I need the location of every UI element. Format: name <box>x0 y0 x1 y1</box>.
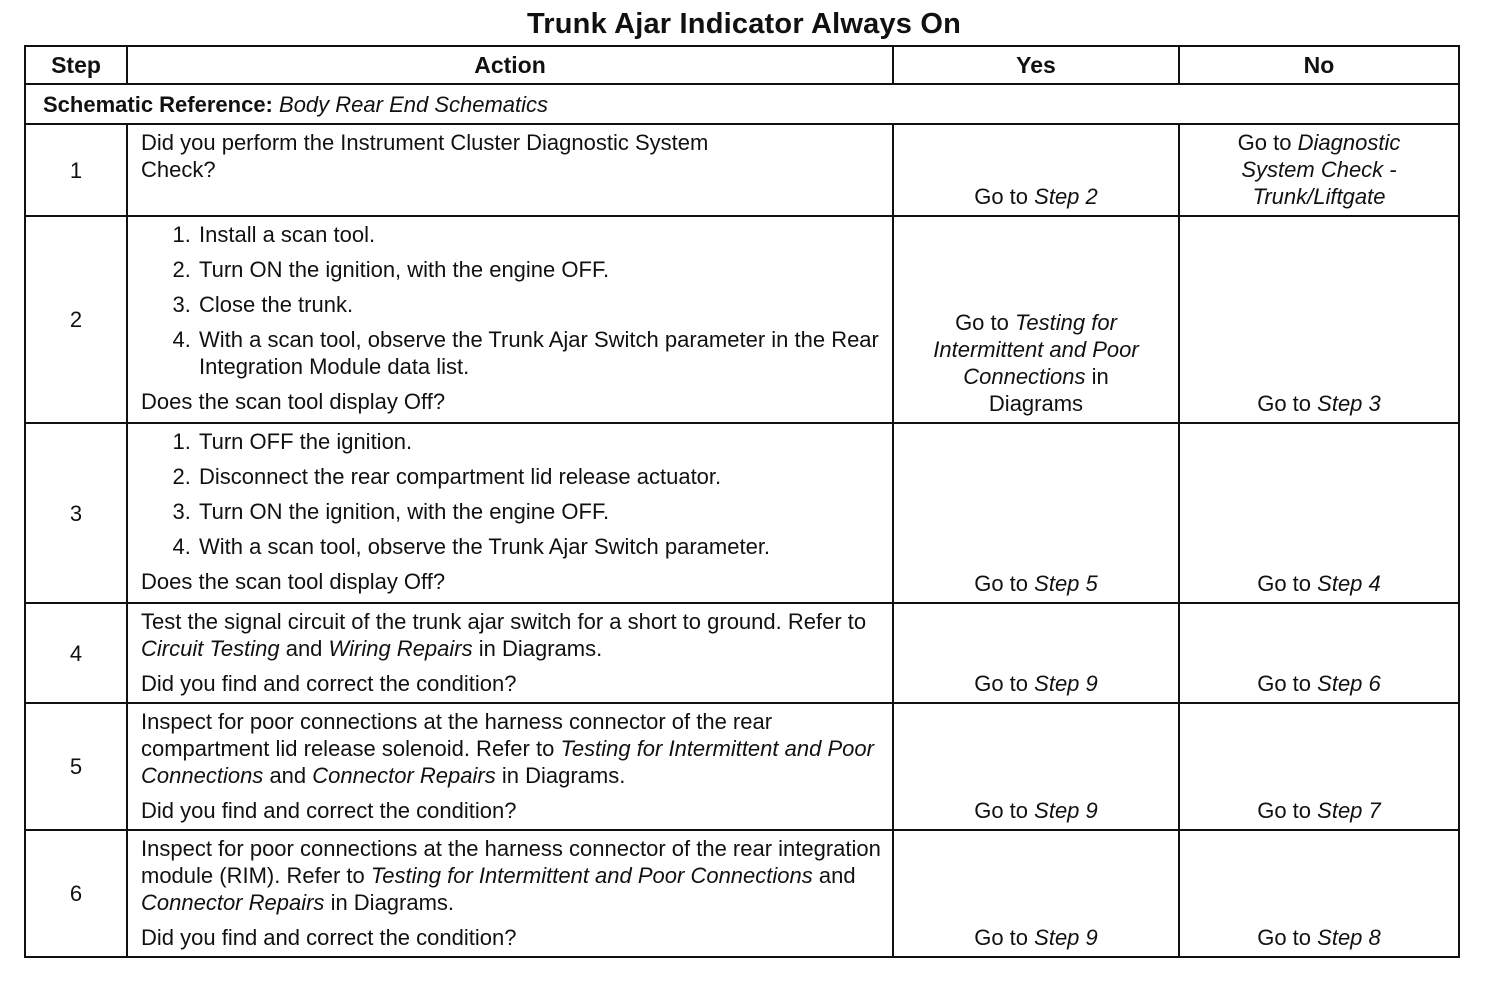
action-step-item: 4. With a scan tool, observe the Trunk Ajar Switch parameter in the Rear Integration Module data list. <box>197 326 882 380</box>
no-cell <box>1179 703 1459 830</box>
action-text-c: in Diagrams. <box>501 763 626 788</box>
table-row <box>25 216 1459 423</box>
table-row <box>25 124 1459 216</box>
step-number: 4 <box>25 603 127 703</box>
yes-prefix: Go to <box>974 671 1029 696</box>
no-link[interactable]: Step 3 <box>1317 391 1381 416</box>
action-question: Did you find and correct the condition? <box>141 798 517 823</box>
action-cell <box>127 830 893 957</box>
action-question: Does the scan tool display Off? <box>141 569 446 594</box>
schematic-reference <box>25 84 1459 124</box>
header-step: Step <box>25 46 127 84</box>
action-text <box>141 608 882 662</box>
action-text-a: Test the signal circuit of the trunk ajar switch for a short to ground. Refer to <box>141 609 867 634</box>
no-link[interactable]: Step 4 <box>1317 571 1381 596</box>
action-text <box>141 835 882 916</box>
table-row <box>25 703 1459 830</box>
step-number: 6 <box>25 830 127 957</box>
action-text-c: in Diagrams. <box>330 890 455 915</box>
no-link[interactable]: Step 7 <box>1317 798 1381 823</box>
no-cell <box>1179 124 1459 216</box>
no-link[interactable]: Diagnostic System Check - Trunk/Liftgate <box>1241 130 1401 209</box>
yes-cell <box>893 124 1179 216</box>
header-action: Action <box>127 46 893 84</box>
no-cell <box>1179 216 1459 423</box>
yes-cell <box>893 216 1179 423</box>
diagnostic-table <box>24 45 1460 958</box>
reference-link[interactable]: Wiring Repairs <box>328 636 473 661</box>
no-cell <box>1179 830 1459 957</box>
action-cell <box>127 216 893 423</box>
no-prefix: Go to <box>1257 391 1312 416</box>
action-cell <box>127 124 893 216</box>
reference-link[interactable]: Testing for Intermittent and Poor Connections <box>141 736 874 788</box>
no-prefix: Go to <box>1237 130 1292 155</box>
action-text-b: and <box>269 763 307 788</box>
header-no: No <box>1179 46 1459 84</box>
no-link[interactable]: Step 8 <box>1317 925 1381 950</box>
action-question: Did you find and correct the condition? <box>141 671 517 696</box>
yes-link[interactable]: Step 9 <box>1034 798 1098 823</box>
no-link[interactable]: Step 6 <box>1317 671 1381 696</box>
yes-link[interactable]: Step 2 <box>1034 184 1098 209</box>
yes-cell <box>893 603 1179 703</box>
page-title: Trunk Ajar Indicator Always On <box>526 8 962 40</box>
action-step-item: 2. Disconnect the rear compartment lid release actuator. <box>197 463 882 490</box>
action-text-b: and <box>285 636 323 661</box>
yes-cell <box>893 830 1179 957</box>
yes-link[interactable]: Step 5 <box>1034 571 1098 596</box>
reference-link[interactable]: Connector Repairs <box>312 763 496 788</box>
action-question: Did you perform the Instrument Cluster Diagnostic System Check? <box>141 130 709 182</box>
action-text <box>141 708 882 789</box>
action-cell <box>127 423 893 603</box>
no-prefix: Go to <box>1257 671 1312 696</box>
action-steps-list <box>141 221 882 380</box>
yes-prefix: Go to <box>974 798 1029 823</box>
action-text-a: Inspect for poor connections at the harness connector of the rear integration module (RIM). Refer to <box>141 836 881 888</box>
yes-prefix: Go to <box>955 310 1009 335</box>
no-prefix: Go to <box>1257 798 1312 823</box>
schematic-reference-link[interactable]: Body Rear End Schematics <box>279 91 549 117</box>
action-step-item: 4. With a scan tool, observe the Trunk Ajar Switch parameter. <box>197 533 882 560</box>
action-question: Does the scan tool display Off? <box>141 389 446 414</box>
yes-link[interactable]: Step 9 <box>1034 671 1098 696</box>
action-step-item: 3. Turn ON the ignition, with the engine OFF. <box>197 498 882 525</box>
reference-link[interactable]: Testing for Intermittent and Poor Connections <box>370 863 813 888</box>
no-prefix: Go to <box>1257 571 1312 596</box>
yes-link[interactable]: Testing for Intermittent and Poor Connections <box>933 310 1139 389</box>
reference-link[interactable]: Connector Repairs <box>141 890 325 915</box>
table-row <box>25 423 1459 603</box>
schematic-reference-label: Schematic Reference: <box>43 91 273 117</box>
no-cell <box>1179 603 1459 703</box>
table-row <box>25 603 1459 703</box>
no-cell <box>1179 423 1459 603</box>
yes-link[interactable]: Step 9 <box>1034 925 1098 950</box>
action-step-item: 1. Install a scan tool. <box>197 221 882 248</box>
step-number: 1 <box>25 124 127 216</box>
header-yes: Yes <box>893 46 1179 84</box>
no-prefix: Go to <box>1257 925 1312 950</box>
action-cell <box>127 703 893 830</box>
action-text-b: and <box>818 863 856 888</box>
yes-suffix: in Diagrams <box>988 364 1109 416</box>
action-question: Did you find and correct the condition? <box>141 925 517 950</box>
yes-prefix: Go to <box>974 925 1029 950</box>
action-cell <box>127 603 893 703</box>
action-step-item: 2. Turn ON the ignition, with the engine OFF. <box>197 256 882 283</box>
step-number: 5 <box>25 703 127 830</box>
action-text-a: Inspect for poor connections at the harness connector of the rear compartment lid release solenoid. Refer to <box>141 709 773 761</box>
schematic-reference-row <box>25 84 1459 124</box>
action-steps-list <box>141 428 882 560</box>
header-row <box>25 46 1459 84</box>
yes-prefix: Go to <box>974 184 1029 209</box>
reference-link[interactable]: Circuit Testing <box>141 636 280 661</box>
step-number: 2 <box>25 216 127 423</box>
action-step-item: 1. Turn OFF the ignition. <box>197 428 882 455</box>
yes-cell <box>893 703 1179 830</box>
action-text-c: in Diagrams. <box>478 636 603 661</box>
step-number: 3 <box>25 423 127 603</box>
yes-cell <box>893 423 1179 603</box>
yes-prefix: Go to <box>974 571 1029 596</box>
action-step-item: 3. Close the trunk. <box>197 291 882 318</box>
table-row <box>25 830 1459 957</box>
